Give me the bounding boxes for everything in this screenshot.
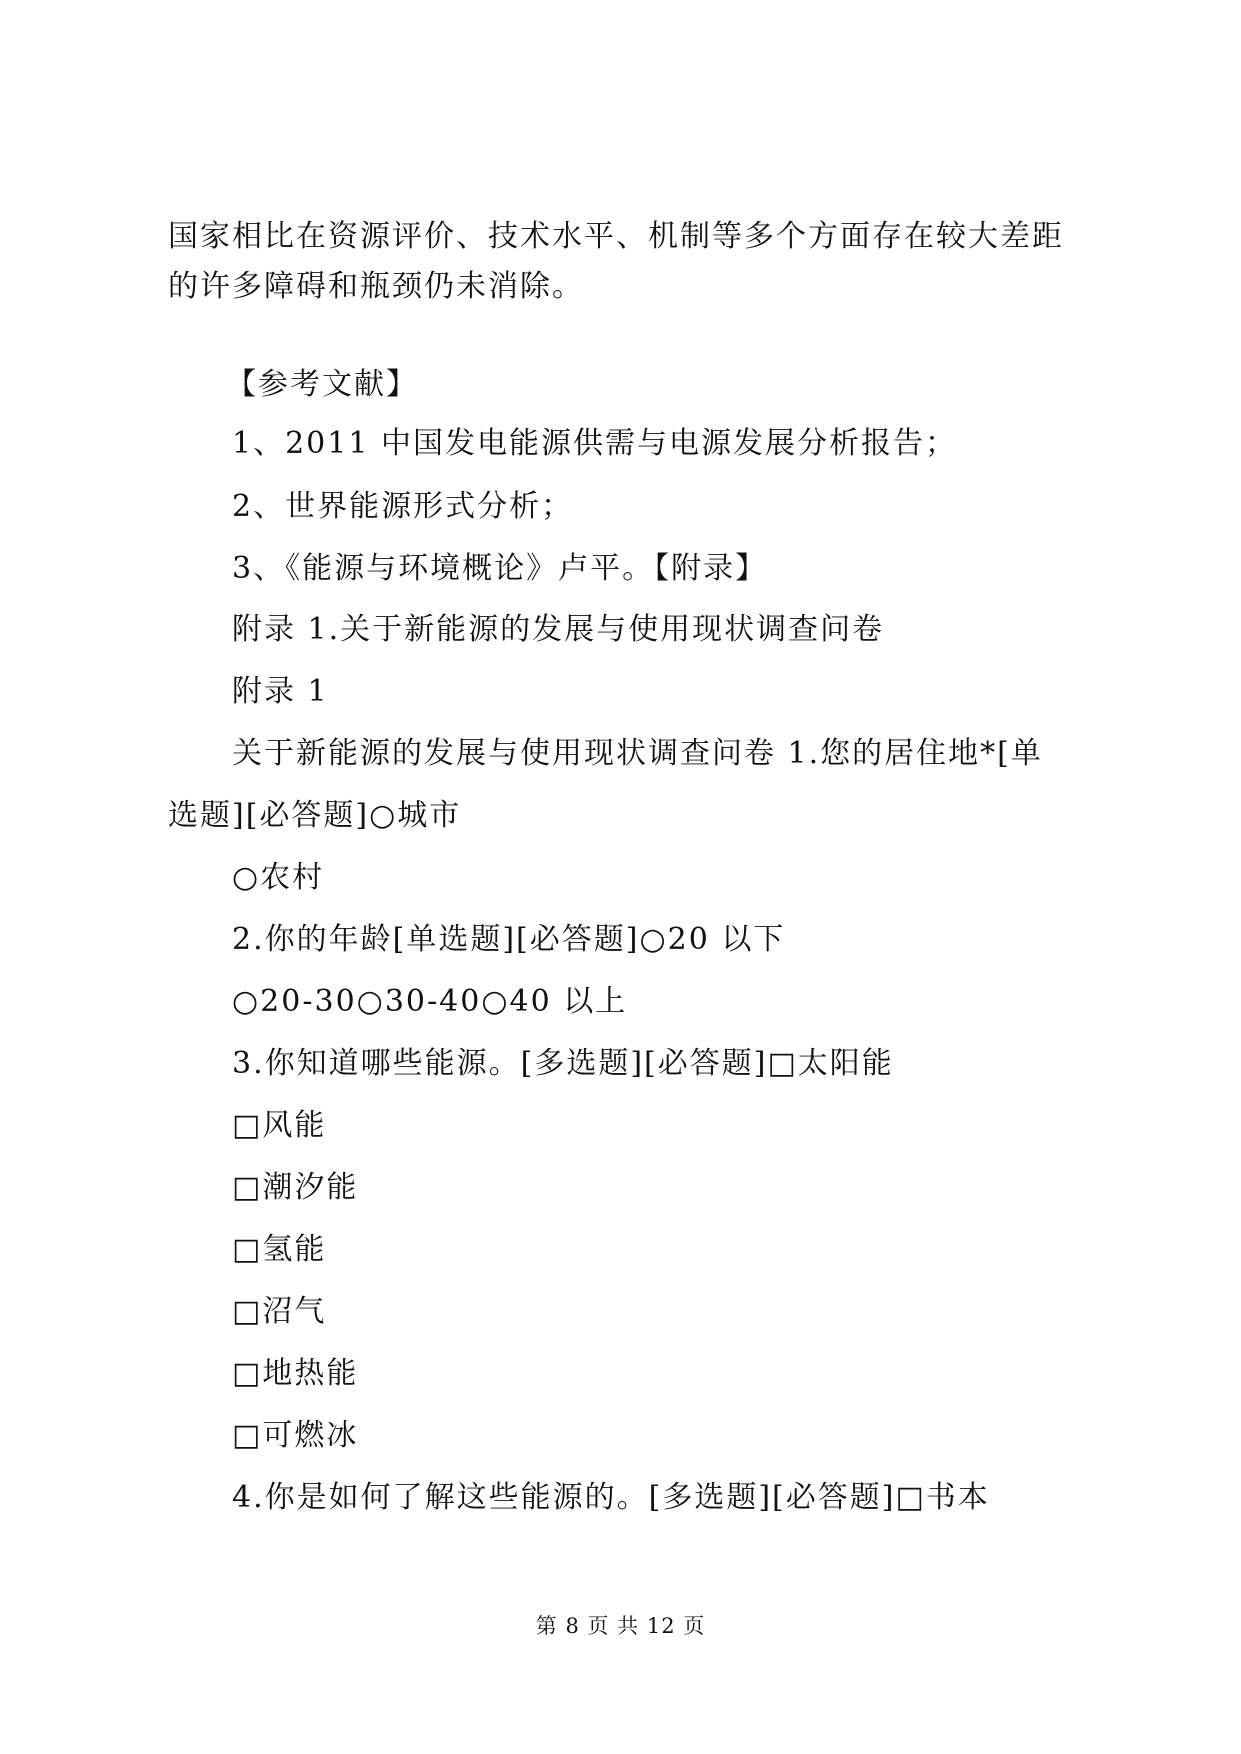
- question-option: □地热能: [232, 1356, 359, 1391]
- page-number-footer: 第 8 页 共 12 页: [535, 1614, 706, 1638]
- reference-item: 3、《能源与环境概论》卢平。【附录】: [232, 551, 768, 586]
- questionnaire-text: 关于新能源的发展与使用现状调查问卷 1.您的居住地*[单: [232, 736, 1043, 771]
- references-heading: 【参考文献】: [226, 367, 418, 402]
- question-options: ○20-30○30-40○40 以上: [232, 984, 628, 1019]
- question-option: □沼气: [232, 1294, 327, 1329]
- question-text: 4.你是如何了解这些能源的。[多选题][必答题]□书本: [232, 1480, 990, 1515]
- question-option: □潮汐能: [232, 1170, 359, 1205]
- question-option: □氢能: [232, 1232, 327, 1267]
- question-text: 3.你知道哪些能源。[多选题][必答题]□太阳能: [232, 1046, 894, 1081]
- question-option: ○农村: [232, 860, 325, 895]
- body-text-line: 国家相比在资源评价、技术水平、机制等多个方面存在较大差距: [168, 219, 1064, 254]
- question-option: □可燃冰: [232, 1418, 359, 1453]
- reference-item: 2、世界能源形式分析；: [232, 489, 574, 524]
- appendix-heading: 附录 1: [232, 674, 329, 709]
- question-option: □风能: [232, 1108, 327, 1143]
- body-text-line: 的许多障碍和瓶颈仍未消除。: [168, 269, 584, 304]
- reference-item: 1、2011 中国发电能源供需与电源发展分析报告；: [232, 426, 957, 461]
- question-text: 2.你的年龄[单选题][必答题]○20 以下: [232, 922, 786, 957]
- questionnaire-text: 选题][必答题]○城市: [168, 798, 462, 833]
- appendix-title: 附录 1.关于新能源的发展与使用现状调查问卷: [232, 612, 885, 647]
